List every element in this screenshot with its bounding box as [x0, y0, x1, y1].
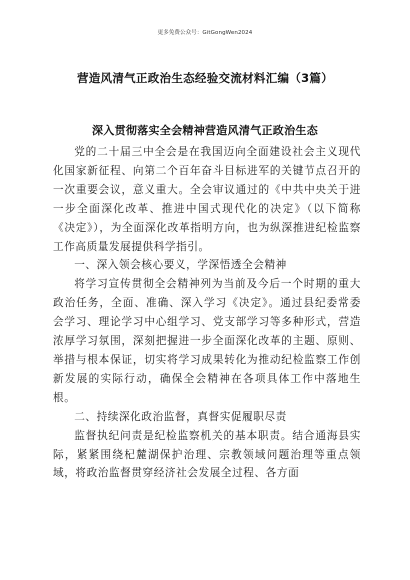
paragraph-one: 将学习宣传贯彻全会精神列为当前及今后一个时期的重大政治任务，全面、准确、深入学习《决定》。通过县纪委常委会学习、理论学习中心组学习、党支部学习等多种形式，营造浓厚学习氛围，深刻把握进一步全面深化改革的主题、原则、举措与根本保证，切实将学习成果转化为推动纪检监察工作创新发展的实际行动，确保全会精神在各项具体工作中落地生根。 [53, 278, 361, 404]
heading-one: 一、深入领会核心要义，学深悟透全会精神 [74, 259, 287, 272]
document-body [53, 143, 361, 483]
heading-two: 二、持续深化政治监督，真督实促履职尽责 [74, 410, 287, 423]
section-title: 深入贯彻落实全会精神营造风清气正政治生态 [92, 124, 318, 137]
paragraph-two: 监督执纪问责是纪检监察机关的基本职责。结合通海县实际，紧紧围绕杞麓湖保护治理、宗教领域问题治理等重点领域，将政治监督贯穿经济社会发展全过程、各方面 [53, 429, 361, 480]
document-title: 营造风清气正政治生态经验交流材料汇编（3篇） [76, 71, 334, 85]
paragraph-intro: 党的二十届三中全会是在我国迈向全面建设社会主义现代化国家新征程、向第二个百年奋斗目标进军的关键节点召开的一次重要会议，意义重大。全会审议通过的《中共中央关于进一步全面深化改革、推进中国式现代化的决定》（以下简称《决定》），为全面深化改革指明方向，也为纵深推进纪检监察工作高质量发展提供科学指引。 [53, 146, 361, 253]
header-note: 更多免费公众号：GitGongWen2024 [157, 30, 253, 36]
